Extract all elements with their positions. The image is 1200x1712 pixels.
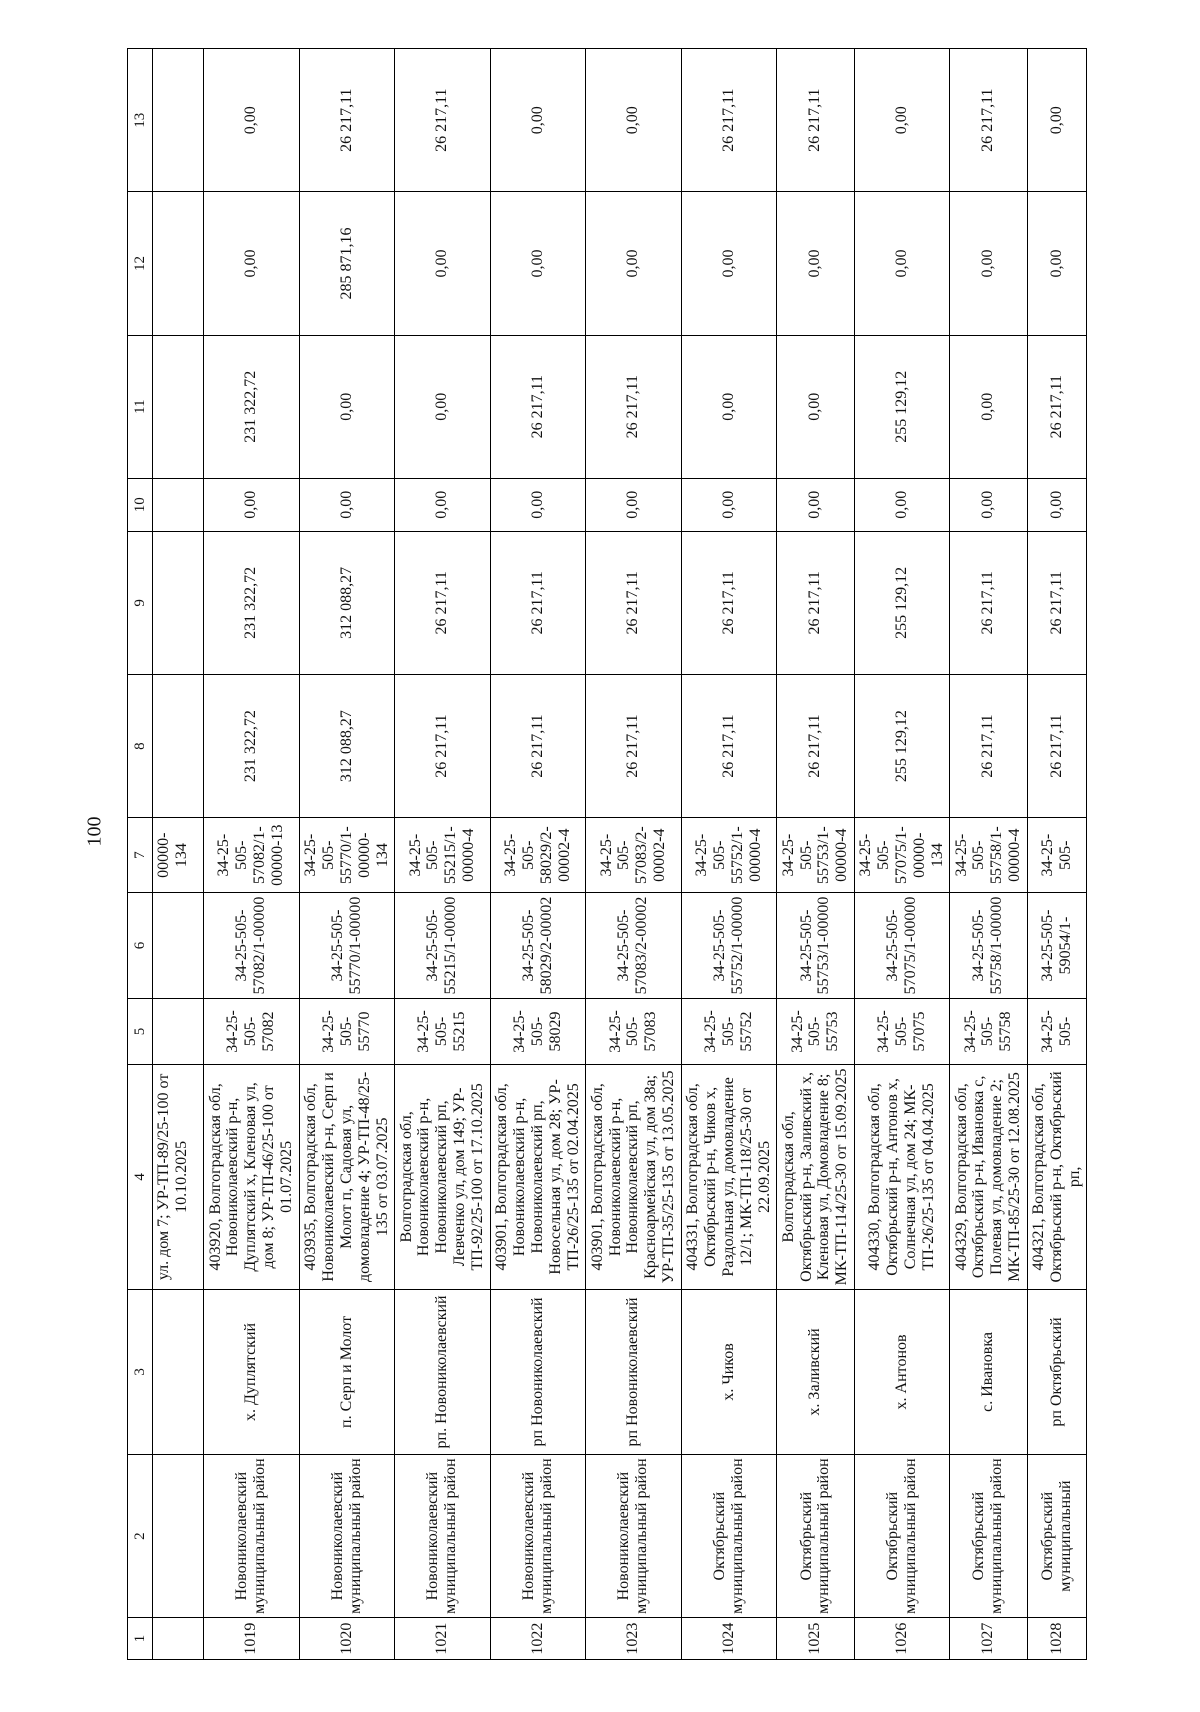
column-number: 10 [128, 478, 153, 531]
amount-11-cell: 231 322,72 [204, 335, 300, 478]
continued-code: 00000-134 [153, 818, 204, 893]
column-number: 7 [128, 818, 153, 893]
row-number: 1020 [299, 1618, 395, 1660]
locality-cell: х. Дуплятский [204, 1289, 300, 1454]
address-cell: 403920, Волгоградская обл, Новониколаевский р-н, Дуплятский х, Кленовая ул, дом 8; УР-ТП-46/25-100 от 01.07.2025 [204, 1065, 300, 1290]
column-number: 13 [128, 49, 153, 192]
amount-13-cell: 0,00 [490, 49, 586, 192]
code-7-cell: 34-25-505-57075/1-00000-134 [854, 818, 950, 893]
amount-13-cell: 26 217,11 [395, 49, 491, 192]
address-cell: 403901, Волгоградская обл, Новониколаевский р-н, Новониколаевский рп, Новосельная ул, дом 28; УР-ТП-26/25-135 от 02.04.2025 [490, 1065, 586, 1290]
amount-11-cell: 255 129,12 [854, 335, 950, 478]
code-5-cell: 34-25-505-57075 [854, 998, 950, 1064]
address-cell: Волгоградская обл, Новониколаевский р-н, Новониколаевский рп, Левченко ул, дом 149; УР-ТП-92/25-100 от 17.10.2025 [395, 1065, 491, 1290]
page-number: 100 [83, 816, 106, 847]
amount-9-cell: 26 217,11 [490, 531, 586, 674]
address-cell: 404331, Волгоградская обл, Октябрьский р-н, Чиков х, Раздольная ул, домовладение 12/1; МК-ТП-118/25-30 от 22.09.2025 [681, 1065, 777, 1290]
code-7-cell: 34-25-505-55758/1-00000-4 [950, 818, 1027, 893]
code-7-cell: 34-25-505-55752/1-00000-4 [681, 818, 777, 893]
district-cell: Новониколаевский муниципальный район [299, 1455, 395, 1618]
amount-9-cell: 26 217,11 [950, 531, 1027, 674]
code-7-cell: 34-25-505-57083/2-00002-4 [586, 818, 682, 893]
amount-11-cell: 26 217,11 [586, 335, 682, 478]
amount-12-cell: 0,00 [854, 192, 950, 335]
continued-address: ул. дом 7; УР-ТП-89/25-100 от 10.10.2025 [153, 1065, 204, 1290]
table-row [586, 49, 682, 1660]
registry-table-wrapper [127, 48, 1087, 1660]
district-cell: Новониколаевский муниципальный район [490, 1455, 586, 1618]
amount-12-cell: 285 871,16 [299, 192, 395, 335]
amount-9-cell: 26 217,11 [1027, 531, 1086, 674]
code-6-cell: 34-25-505-55753/1-00000 [777, 893, 854, 999]
table-row [204, 49, 300, 1660]
amount-11-cell: 0,00 [950, 335, 1027, 478]
amount-13-cell: 0,00 [1027, 49, 1086, 192]
code-5-cell: 34-25-505-58029 [490, 998, 586, 1064]
registry-table [127, 48, 1087, 1660]
district-cell: Новониколаевский муниципальный район [204, 1455, 300, 1618]
code-6-cell: 34-25-505-57082/1-00000 [204, 893, 300, 999]
amount-11-cell: 0,00 [777, 335, 854, 478]
table-row [854, 49, 950, 1660]
column-number: 1 [128, 1618, 153, 1660]
amount-8-cell: 312 088,27 [299, 674, 395, 817]
amount-8-cell: 26 217,11 [681, 674, 777, 817]
amount-12-cell: 0,00 [490, 192, 586, 335]
amount-10-cell: 0,00 [1027, 478, 1086, 531]
district-cell: Октябрьский муниципальный [1027, 1455, 1086, 1618]
amount-12-cell: 0,00 [777, 192, 854, 335]
amount-12-cell: 0,00 [204, 192, 300, 335]
code-5-cell: 34-25-505- [1027, 998, 1086, 1064]
code-5-cell: 34-25-505-55753 [777, 998, 854, 1064]
amount-8-cell: 26 217,11 [586, 674, 682, 817]
amount-10-cell: 0,00 [204, 478, 300, 531]
amount-10-cell: 0,00 [777, 478, 854, 531]
code-6-cell: 34-25-505-57075/1-00000 [854, 893, 950, 999]
amount-11-cell: 0,00 [299, 335, 395, 478]
address-cell: Волгоградская обл, Октябрьский р-н, Заливский х, Кленовая ул, Домовладение 8; МК-ТП-114/25-30 от 15.09.2025 [777, 1065, 854, 1290]
amount-13-cell: 26 217,11 [299, 49, 395, 192]
code-6-cell: 34-25-505-59054/1- [1027, 893, 1086, 999]
code-7-cell: 34-25-505-57082/1-00000-13 [204, 818, 300, 893]
row-number: 1025 [777, 1618, 854, 1660]
code-7-cell: 34-25-505- [1027, 818, 1086, 893]
amount-8-cell: 26 217,11 [395, 674, 491, 817]
column-number: 12 [128, 192, 153, 335]
locality-cell: рп Октябрьский [1027, 1289, 1086, 1454]
column-number: 4 [128, 1065, 153, 1290]
amount-13-cell: 26 217,11 [681, 49, 777, 192]
amount-11-cell: 0,00 [395, 335, 491, 478]
amount-8-cell: 231 322,72 [204, 674, 300, 817]
column-number: 9 [128, 531, 153, 674]
locality-cell: х. Заливский [777, 1289, 854, 1454]
code-7-cell: 34-25-505-55770/1-00000-134 [299, 818, 395, 893]
amount-9-cell: 255 129,12 [854, 531, 950, 674]
amount-11-cell: 26 217,11 [1027, 335, 1086, 478]
amount-8-cell: 255 129,12 [854, 674, 950, 817]
address-cell: 403935, Волгоградская обл, Новониколаевский р-н, Серп и Молот п, Садовая ул, домовладение 4; УР-ТП-48/25-135 от 03.07.2025 [299, 1065, 395, 1290]
code-6-cell: 34-25-505-55215/1-00000 [395, 893, 491, 999]
code-7-cell: 34-25-505-55753/1-00000-4 [777, 818, 854, 893]
amount-8-cell: 26 217,11 [490, 674, 586, 817]
table-row [299, 49, 395, 1660]
column-number: 5 [128, 998, 153, 1064]
amount-13-cell: 0,00 [204, 49, 300, 192]
district-cell: Октябрьский муниципальный район [950, 1455, 1027, 1618]
row-number: 1028 [1027, 1618, 1086, 1660]
column-number: 8 [128, 674, 153, 817]
amount-12-cell: 0,00 [681, 192, 777, 335]
amount-11-cell: 0,00 [681, 335, 777, 478]
amount-9-cell: 26 217,11 [777, 531, 854, 674]
locality-cell: п. Серп и Молот [299, 1289, 395, 1454]
amount-9-cell: 26 217,11 [681, 531, 777, 674]
row-number: 1021 [395, 1618, 491, 1660]
amount-10-cell: 0,00 [490, 478, 586, 531]
address-cell: 404329, Волгоградская обл, Октябрьский р-н, Ивановка с, Полевая ул, домовладение 2; МК-ТП-85/25-30 от 12.08.2025 [950, 1065, 1027, 1290]
amount-9-cell: 231 322,72 [204, 531, 300, 674]
code-5-cell: 34-25-505-55752 [681, 998, 777, 1064]
row-number: 1026 [854, 1618, 950, 1660]
code-6-cell: 34-25-505-55770/1-00000 [299, 893, 395, 999]
amount-13-cell: 26 217,11 [777, 49, 854, 192]
district-cell: Октябрьский муниципальный район [681, 1455, 777, 1618]
continued-row [153, 49, 204, 1660]
row-number: 1024 [681, 1618, 777, 1660]
row-number: 1027 [950, 1618, 1027, 1660]
column-number-row [128, 49, 153, 1660]
amount-10-cell: 0,00 [681, 478, 777, 531]
amount-9-cell: 26 217,11 [395, 531, 491, 674]
address-cell: 404321, Волгоградская обл, Октябрьский р-н, Октябрьский рп, [1027, 1065, 1086, 1290]
table-row [395, 49, 491, 1660]
amount-12-cell: 0,00 [586, 192, 682, 335]
code-5-cell: 34-25-505-57083 [586, 998, 682, 1064]
district-cell: Новониколаевский муниципальный район [586, 1455, 682, 1618]
locality-cell: рп. Новониколаевский [395, 1289, 491, 1454]
code-6-cell: 34-25-505-55758/1-00000 [950, 893, 1027, 999]
row-number: 1019 [204, 1618, 300, 1660]
row-number: 1022 [490, 1618, 586, 1660]
code-5-cell: 34-25-505-55770 [299, 998, 395, 1064]
code-5-cell: 34-25-505-57082 [204, 998, 300, 1064]
amount-10-cell: 0,00 [299, 478, 395, 531]
code-6-cell: 34-25-505-55752/1-00000 [681, 893, 777, 999]
locality-cell: с. Ивановка [950, 1289, 1027, 1454]
amount-10-cell: 0,00 [395, 478, 491, 531]
table-row [950, 49, 1027, 1660]
column-number: 3 [128, 1289, 153, 1454]
address-cell: 403901, Волгоградская обл, Новониколаевский р-н, Новониколаевский рп, Красноармейская ул, дом 38а; УР-ТП-35/25-135 от 13.05.2025 [586, 1065, 682, 1290]
amount-10-cell: 0,00 [950, 478, 1027, 531]
amount-12-cell: 0,00 [950, 192, 1027, 335]
locality-cell: х. Антонов [854, 1289, 950, 1454]
amount-11-cell: 26 217,11 [490, 335, 586, 478]
amount-8-cell: 26 217,11 [950, 674, 1027, 817]
code-7-cell: 34-25-505-58029/2-00002-4 [490, 818, 586, 893]
column-number: 6 [128, 893, 153, 999]
row-number: 1023 [586, 1618, 682, 1660]
locality-cell: рп Новониколаевский [586, 1289, 682, 1454]
amount-13-cell: 26 217,11 [950, 49, 1027, 192]
amount-8-cell: 26 217,11 [777, 674, 854, 817]
locality-cell: х. Чиков [681, 1289, 777, 1454]
column-number: 11 [128, 335, 153, 478]
amount-8-cell: 26 217,11 [1027, 674, 1086, 817]
table-row [777, 49, 854, 1660]
amount-9-cell: 26 217,11 [586, 531, 682, 674]
table-row [1027, 49, 1086, 1660]
amount-12-cell: 0,00 [395, 192, 491, 335]
locality-cell: рп Новониколаевский [490, 1289, 586, 1454]
table-row [490, 49, 586, 1660]
table-row [681, 49, 777, 1660]
code-5-cell: 34-25-505-55215 [395, 998, 491, 1064]
column-number: 2 [128, 1455, 153, 1618]
amount-13-cell: 0,00 [586, 49, 682, 192]
code-7-cell: 34-25-505-55215/1-00000-4 [395, 818, 491, 893]
amount-10-cell: 0,00 [854, 478, 950, 531]
amount-12-cell: 0,00 [1027, 192, 1086, 335]
address-cell: 404330, Волгоградская обл, Октябрьский р-н, Антонов х, Солнечная ул, дом 24; МК-ТП-26/25-135 от 04.04.2025 [854, 1065, 950, 1290]
code-6-cell: 34-25-505-58029/2-00002 [490, 893, 586, 999]
district-cell: Октябрьский муниципальный район [777, 1455, 854, 1618]
amount-9-cell: 312 088,27 [299, 531, 395, 674]
amount-10-cell: 0,00 [586, 478, 682, 531]
district-cell: Октябрьский муниципальный район [854, 1455, 950, 1618]
code-6-cell: 34-25-505-57083/2-00002 [586, 893, 682, 999]
amount-13-cell: 0,00 [854, 49, 950, 192]
district-cell: Новониколаевский муниципальный район [395, 1455, 491, 1618]
code-5-cell: 34-25-505-55758 [950, 998, 1027, 1064]
